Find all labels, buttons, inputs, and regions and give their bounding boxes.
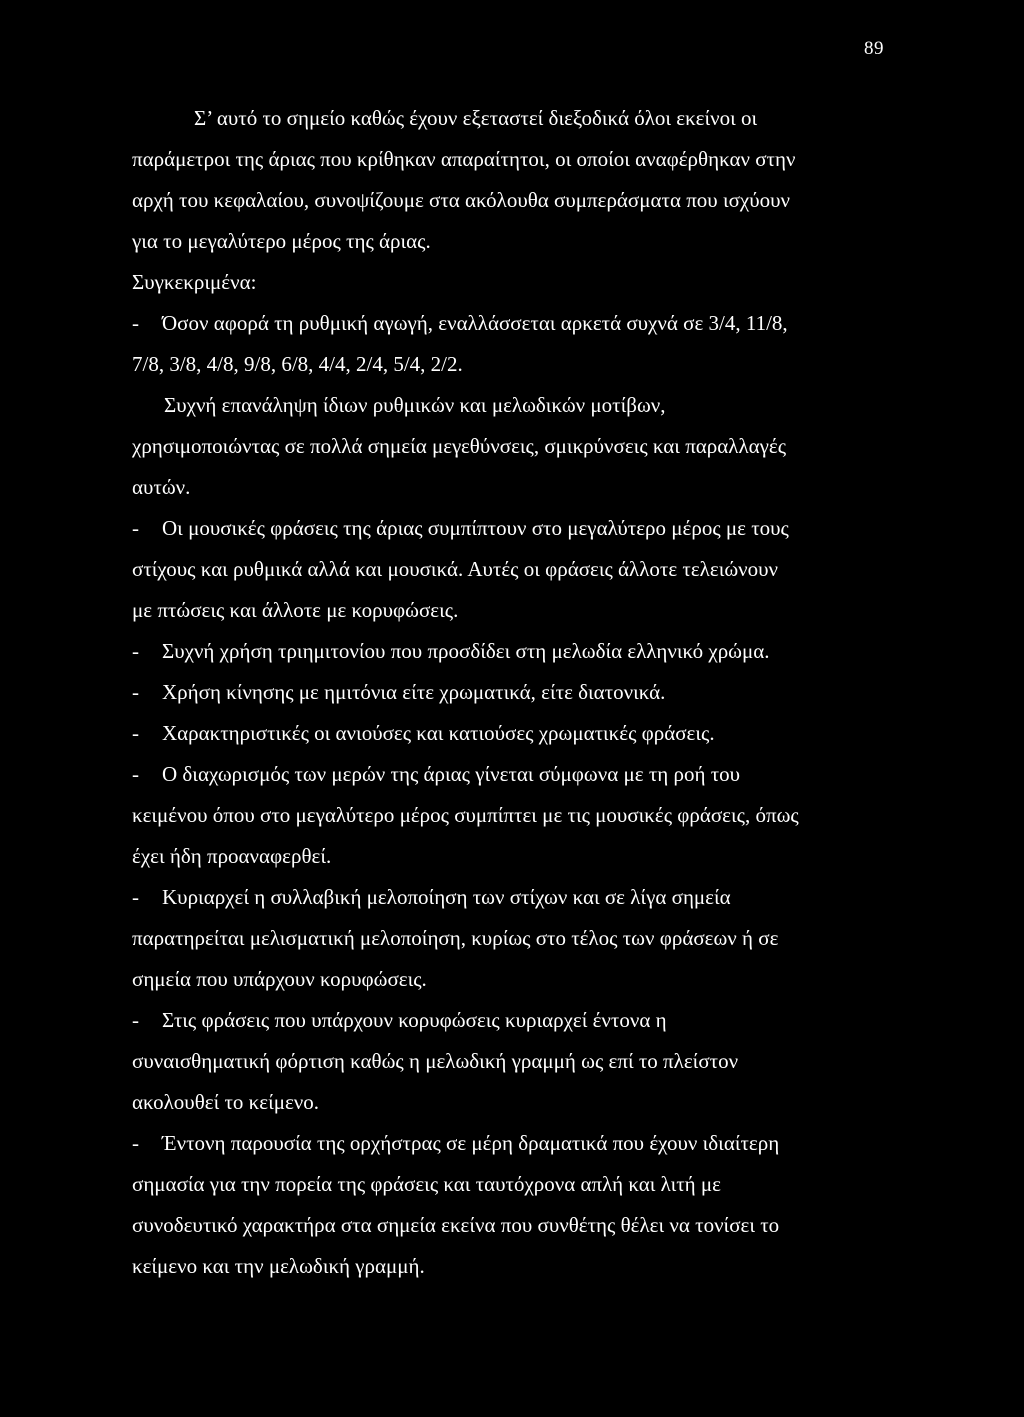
- paragraph-line: αρχή του κεφαλαίου, συνοψίζουμε στα ακόλουθα συμπεράσματα που ισχύουν: [132, 188, 791, 212]
- bullet-continuation: παρατηρείται μελισματική μελοποίηση, κυρίως στο τέλος των φράσεων ή σε: [132, 926, 779, 950]
- bullet-continuation: με πτώσεις και άλλοτε με κορυφώσεις.: [132, 598, 459, 622]
- paragraph-line: Σ’ αυτό το σημείο καθώς έχουν εξεταστεί διεξοδικά όλοι εκείνοι οι: [194, 106, 758, 130]
- bullet-line: [132, 303, 872, 344]
- bullet-text: Οι μουσικές φράσεις της άριας συμπίπτουν στο μεγαλύτερο μέρος με τους: [162, 516, 789, 540]
- bullet-text: Έντονη παρουσία της ορχήστρας σε μέρη δραματικά που έχουν ιδιαίτερη: [162, 1131, 780, 1155]
- bullet-continuation: έχει ήδη προαναφερθεί.: [132, 844, 332, 868]
- bullet-continuation: σημεία που υπάρχουν κορυφώσεις.: [132, 967, 427, 991]
- paragraph-line: χρησιμοποιώντας σε πολλά σημεία μεγεθύνσεις, σμικρύνσεις και παραλλαγές: [132, 434, 787, 458]
- paragraph-line: για το μεγαλύτερο μέρος της άριας.: [132, 229, 431, 253]
- bullet-text: Στις φράσεις που υπάρχουν κορυφώσεις κυριαρχεί έντονα η: [162, 1008, 667, 1032]
- bullet-line: [132, 1123, 872, 1164]
- bullet-text: Χρήση κίνησης με ημιτόνια είτε χρωματικά, είτε διατονικά.: [162, 680, 666, 704]
- bullet-text: Ο διαχωρισμός των μερών της άριας γίνεται σύμφωνα με τη ροή του: [162, 762, 741, 786]
- bullet-continuation: κείμενο και την μελωδική γραμμή.: [132, 1254, 425, 1278]
- bullet-text: Συχνή χρήση τριημιτονίου που προσδίδει στη μελωδία ελληνικό χρώμα.: [162, 639, 770, 663]
- section-label: Συγκεκριμένα:: [132, 270, 257, 294]
- bullet-dash: -: [132, 1008, 139, 1032]
- bullet-continuation: συναισθηματική φόρτιση καθώς η μελωδική γραμμή ως επί το πλείστον: [132, 1049, 739, 1073]
- bullet-line: [132, 508, 872, 549]
- paragraph-line: αυτών.: [132, 475, 191, 499]
- bullet-dash: -: [132, 762, 139, 786]
- paragraph-line: Συχνή επανάληψη ίδιων ρυθμικών και μελωδικών μοτίβων,: [164, 393, 666, 417]
- bullet-text: Κυριαρχεί η συλλαβική μελοποίηση των στίχων και σε λίγα σημεία: [162, 885, 731, 909]
- bullet-continuation: 7/8, 3/8, 4/8, 9/8, 6/8, 4/4, 2/4, 5/4, 2/2.: [132, 352, 463, 376]
- bullet-continuation: συνοδευτικό χαρακτήρα στα σημεία εκείνα που συνθέτης θέλει να τονίσει το: [132, 1213, 780, 1237]
- bullet-text: Όσον αφορά τη ρυθμική αγωγή, εναλλάσσεται αρκετά συχνά σε 3/4, 11/8,: [162, 311, 788, 335]
- bullet-dash: -: [132, 721, 139, 745]
- page-number: 89: [864, 38, 884, 59]
- paragraph-line: παράμετροι της άριας που κρίθηκαν απαραίτητοι, οι οποίοι αναφέρθηκαν στην: [132, 147, 796, 171]
- bullet-line: [132, 1000, 872, 1041]
- bullet-line: [132, 672, 872, 713]
- bullet-continuation: κειμένου όπου στο μεγαλύτερο μέρος συμπίπτει με τις μουσικές φράσεις, όπως: [132, 803, 799, 827]
- document-body: [132, 98, 872, 1287]
- bullet-dash: -: [132, 311, 139, 335]
- bullet-line: [132, 713, 872, 754]
- bullet-dash: -: [132, 639, 139, 663]
- bullet-text: Χαρακτηριστικές οι ανιούσες και κατιούσες χρωματικές φράσεις.: [162, 721, 715, 745]
- bullet-dash: -: [132, 516, 139, 540]
- bullet-dash: -: [132, 1131, 139, 1155]
- bullet-line: [132, 631, 872, 672]
- bullet-dash: -: [132, 680, 139, 704]
- bullet-line: [132, 754, 872, 795]
- bullet-line: [132, 877, 872, 918]
- bullet-continuation: ακολουθεί το κείμενο.: [132, 1090, 320, 1114]
- bullet-continuation: σημασία για την πορεία της φράσεις και ταυτόχρονα απλή και λιτή με: [132, 1172, 721, 1196]
- bullet-dash: -: [132, 885, 139, 909]
- bullet-continuation: στίχους και ρυθμικά αλλά και μουσικά. Αυτές οι φράσεις άλλοτε τελειώνουν: [132, 557, 779, 581]
